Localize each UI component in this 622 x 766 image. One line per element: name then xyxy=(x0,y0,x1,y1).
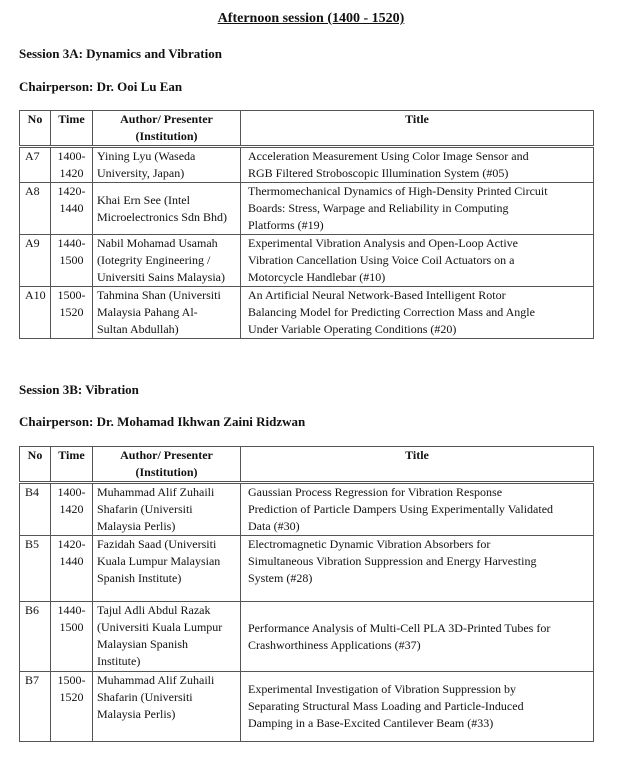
header-author-line: Author/ Presenter xyxy=(120,112,213,126)
cell-title xyxy=(241,483,594,536)
cell-title xyxy=(241,602,594,672)
title-line: System (#28) xyxy=(248,571,313,585)
title-line: Experimental Investigation of Vibration Suppression by xyxy=(248,682,517,696)
title-line: Gaussian Process Regression for Vibration Response xyxy=(248,485,503,499)
session-3a-chairperson: Chairperson: Dr. Ooi Lu Ean xyxy=(19,79,183,94)
cell-title xyxy=(241,183,594,235)
header-author-line: Author/ Presenter xyxy=(120,448,213,462)
title-line: Prediction of Particle Dampers Using Experimentally Validated xyxy=(248,502,554,516)
cell-no: B6 xyxy=(20,602,51,672)
time-end: 1500 xyxy=(59,253,84,267)
cell-author xyxy=(93,536,241,602)
title-line: Crashworthiness Applications (#37) xyxy=(248,637,421,652)
cell-no: A8 xyxy=(20,183,51,235)
session-3b-table xyxy=(19,446,594,742)
time-start: 1420- xyxy=(57,537,86,551)
time-end: 1420 xyxy=(59,502,84,516)
cell-time xyxy=(51,287,93,339)
author-line: (Iotegrity Engineering / xyxy=(97,253,211,267)
cell-author xyxy=(93,672,241,742)
cell-time xyxy=(51,235,93,287)
time-start: 1500- xyxy=(57,673,86,687)
page-title: Afternoon session (1400 - 1520) xyxy=(217,11,405,26)
author-line: Sultan Abdullah) xyxy=(97,322,179,336)
time-start: 1420- xyxy=(57,184,86,198)
header-author xyxy=(93,447,241,483)
cell-time xyxy=(51,147,93,183)
header-time: Time xyxy=(51,111,93,147)
table-header-row xyxy=(20,111,594,147)
cell-title xyxy=(241,147,594,183)
session-3a-heading: Session 3A: Dynamics and Vibration xyxy=(19,46,222,61)
time-end: 1520 xyxy=(59,305,84,319)
author-line: Fazidah Saad (Universiti xyxy=(97,537,217,551)
table-row xyxy=(20,602,594,672)
cell-author xyxy=(93,602,241,672)
title-line: Simultaneous Vibration Suppression and Energy Harvesting xyxy=(248,554,537,568)
author-line: Muhammad Alif Zuhaili xyxy=(97,673,215,687)
cell-title xyxy=(241,536,594,602)
author-line: Shafarin (Universiti xyxy=(97,502,193,516)
title-line: Under Variable Operating Conditions (#20) xyxy=(248,322,457,336)
session-3b-chairperson: Chairperson: Dr. Mohamad Ikhwan Zaini Ridzwan xyxy=(19,414,306,429)
title-line: Experimental Vibration Analysis and Open-Loop Active xyxy=(248,236,518,250)
table-row xyxy=(20,235,594,287)
author-line: Malaysia Perlis) xyxy=(97,707,176,721)
time-end: 1500 xyxy=(59,620,84,634)
author-line: Tahmina Shan (Universiti xyxy=(97,288,221,302)
author-line: Khai Ern See (Intel xyxy=(97,192,190,207)
header-title: Title xyxy=(241,111,594,147)
cell-time xyxy=(51,536,93,602)
cell-author xyxy=(93,147,241,183)
cell-no: A9 xyxy=(20,235,51,287)
time-end: 1440 xyxy=(59,201,84,215)
title-line: Data (#30) xyxy=(248,519,300,533)
author-line: Tajul Adli Abdul Razak xyxy=(97,603,211,617)
cell-time xyxy=(51,602,93,672)
title-line: Performance Analysis of Multi-Cell PLA 3D-Printed Tubes for xyxy=(248,620,551,635)
header-author xyxy=(93,111,241,147)
table-row xyxy=(20,536,594,602)
cell-author xyxy=(93,235,241,287)
author-line: Kuala Lumpur Malaysian xyxy=(97,554,221,568)
cell-no: B7 xyxy=(20,672,51,742)
title-line: Electromagnetic Dynamic Vibration Absorbers for xyxy=(248,537,491,551)
author-line: Shafarin (Universiti xyxy=(97,690,193,704)
title-line: Damping in a Base-Excited Cantilever Beam (#33) xyxy=(248,716,494,730)
header-author-line: (Institution) xyxy=(135,129,198,143)
title-line: RGB Filtered Stroboscopic Illumination System (#05) xyxy=(248,166,509,180)
header-time: Time xyxy=(51,447,93,483)
author-line: Nabil Mohamad Usamah xyxy=(97,236,218,250)
cell-title xyxy=(241,672,594,742)
table-header-row xyxy=(20,447,594,483)
author-line: (Universiti Kuala Lumpur xyxy=(97,620,223,634)
session-3a-table xyxy=(19,110,594,339)
author-line: Institute) xyxy=(97,654,141,668)
author-line: Spanish Institute) xyxy=(97,571,182,585)
title-line: Thermomechanical Dynamics of High-Density Printed Circuit xyxy=(248,184,548,198)
author-line: Malaysia Pahang Al- xyxy=(97,305,198,319)
title-line: Separating Structural Mass Loading and Particle-Induced xyxy=(248,699,524,713)
author-line: Muhammad Alif Zuhaili xyxy=(97,485,215,499)
table-row xyxy=(20,287,594,339)
cell-time xyxy=(51,672,93,742)
time-start: 1440- xyxy=(57,236,86,250)
author-line: University, Japan) xyxy=(97,166,185,180)
cell-author xyxy=(93,287,241,339)
title-line: Vibration Cancellation Using Voice Coil Actuators on a xyxy=(248,253,515,267)
title-line: Boards: Stress, Warpage and Reliability in Computing xyxy=(248,201,509,215)
cell-author xyxy=(93,483,241,536)
cell-time xyxy=(51,483,93,536)
author-line: Microelectronics Sdn Bhd) xyxy=(97,209,227,224)
time-start: 1500- xyxy=(57,288,86,302)
cell-no: A7 xyxy=(20,147,51,183)
cell-time xyxy=(51,183,93,235)
session-3b-heading: Session 3B: Vibration xyxy=(19,382,139,397)
header-no: No xyxy=(20,447,51,483)
time-end: 1520 xyxy=(59,690,84,704)
cell-no: B4 xyxy=(20,483,51,536)
cell-no: A10 xyxy=(20,287,51,339)
table-row xyxy=(20,147,594,183)
table-row xyxy=(20,672,594,742)
title-line: Platforms (#19) xyxy=(248,218,324,232)
cell-author xyxy=(93,183,241,235)
author-line: Universiti Sains Malaysia) xyxy=(97,270,225,284)
time-start: 1440- xyxy=(57,603,86,617)
time-start: 1400- xyxy=(57,149,86,163)
cell-title xyxy=(241,287,594,339)
header-author-line: (Institution) xyxy=(135,465,198,479)
author-line: Yining Lyu (Waseda xyxy=(97,149,196,163)
title-line: Acceleration Measurement Using Color Image Sensor and xyxy=(248,149,529,163)
table-row xyxy=(20,483,594,536)
time-end: 1420 xyxy=(59,166,84,180)
author-line: Malaysian Spanish xyxy=(97,637,188,651)
table-row xyxy=(20,183,594,235)
time-start: 1400- xyxy=(57,485,86,499)
time-end: 1440 xyxy=(59,554,84,568)
header-title: Title xyxy=(241,447,594,483)
title-line: Balancing Model for Predicting Correction Mass and Angle xyxy=(248,305,535,319)
title-line: An Artificial Neural Network-Based Intelligent Rotor xyxy=(248,288,506,302)
author-line: Malaysia Perlis) xyxy=(97,519,176,533)
title-line: Motorcycle Handlebar (#10) xyxy=(248,270,386,284)
cell-title xyxy=(241,235,594,287)
cell-no: B5 xyxy=(20,536,51,602)
header-no: No xyxy=(20,111,51,147)
